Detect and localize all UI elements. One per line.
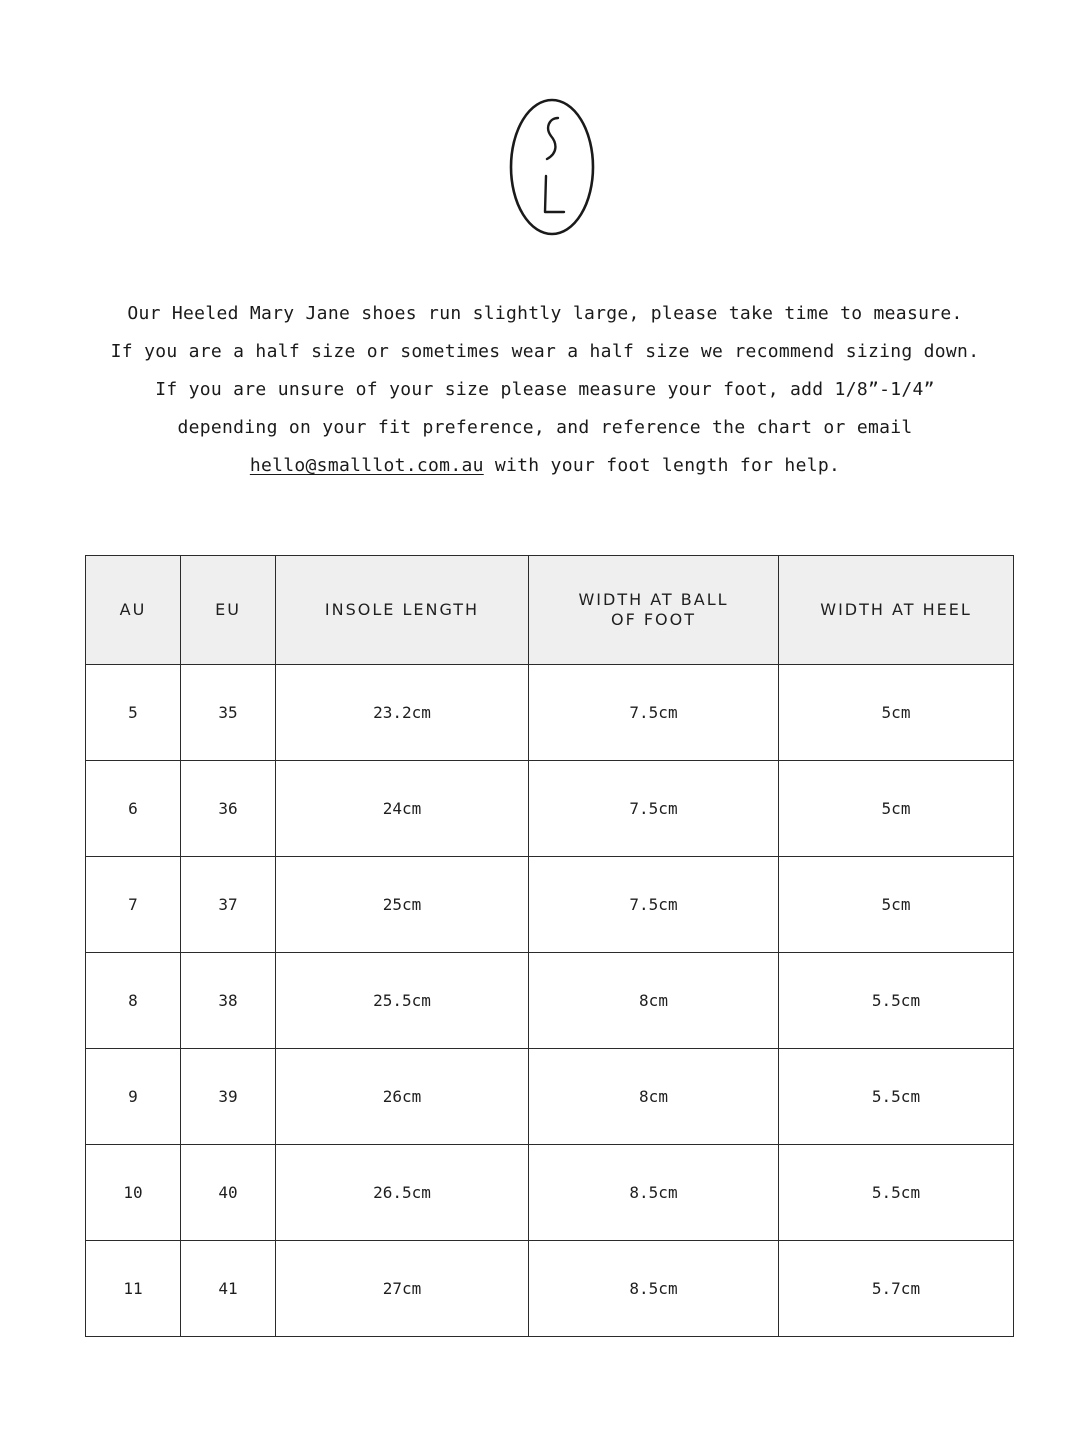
cell-width-at-ball: 7.5cm [529,761,779,857]
cell-eu: 39 [181,1049,276,1145]
table-header-row [86,556,1014,665]
cell-eu: 38 [181,953,276,1049]
cell-au: 8 [86,953,181,1049]
intro-line: depending on your fit preference, and reference the chart or email [177,417,913,438]
cell-width-at-ball: 8cm [529,1049,779,1145]
cell-width-at-ball: 8.5cm [529,1145,779,1241]
size-chart-table [85,555,1014,1337]
cell-au: 5 [86,665,181,761]
table-row [86,1145,1014,1241]
cell-eu: 37 [181,857,276,953]
cell-width-at-heel: 5.5cm [779,953,1014,1049]
cell-eu: 36 [181,761,276,857]
sl-monogram-icon [507,96,597,238]
cell-width-at-heel: 5cm [779,665,1014,761]
sl-monogram-logo [507,96,597,238]
cell-insole-length: 25.5cm [276,953,529,1049]
cell-insole-length: 26.5cm [276,1145,529,1241]
cell-width-at-ball: 7.5cm [529,857,779,953]
cell-insole-length: 26cm [276,1049,529,1145]
cell-insole-length: 24cm [276,761,529,857]
cell-eu: 35 [181,665,276,761]
table-row [86,665,1014,761]
cell-width-at-heel: 5.5cm [779,1049,1014,1145]
intro-text [60,295,1030,485]
cell-width-at-ball: 8cm [529,953,779,1049]
intro-line-suffix: with your foot length for help. [483,455,841,476]
cell-eu: 40 [181,1145,276,1241]
cell-width-at-heel: 5.5cm [779,1145,1014,1241]
header-au: AU [86,556,181,665]
table-row [86,761,1014,857]
email-link[interactable]: hello@smalllot.com.au [249,455,484,476]
cell-au: 10 [86,1145,181,1241]
header-eu: EU [181,556,276,665]
header-insole-length: INSOLE LENGTH [276,556,529,665]
cell-eu: 41 [181,1241,276,1337]
cell-insole-length: 25cm [276,857,529,953]
cell-width-at-heel: 5.7cm [779,1241,1014,1337]
intro-line: If you are unsure of your size please measure your foot, add 1/8”-1/4” [155,379,935,400]
header-width-at-heel: WIDTH AT HEEL [779,556,1014,665]
cell-width-at-ball: 7.5cm [529,665,779,761]
cell-width-at-ball: 8.5cm [529,1241,779,1337]
cell-au: 9 [86,1049,181,1145]
cell-width-at-heel: 5cm [779,761,1014,857]
table-row [86,857,1014,953]
cell-insole-length: 23.2cm [276,665,529,761]
table-row [86,1241,1014,1337]
cell-au: 6 [86,761,181,857]
cell-au: 7 [86,857,181,953]
header-width-at-ball [529,556,779,665]
intro-line-last [60,447,1030,485]
intro-line: If you are a half size or sometimes wear a half size we recommend sizing down. [110,341,980,362]
cell-insole-length: 27cm [276,1241,529,1337]
intro-line: Our Heeled Mary Jane shoes run slightly large, please take time to measure. [127,303,963,324]
cell-au: 11 [86,1241,181,1337]
table-row [86,1049,1014,1145]
table-row [86,953,1014,1049]
cell-width-at-heel: 5cm [779,857,1014,953]
header-width-at-ball-label: WIDTH AT BALL OF FOOT [578,590,729,629]
